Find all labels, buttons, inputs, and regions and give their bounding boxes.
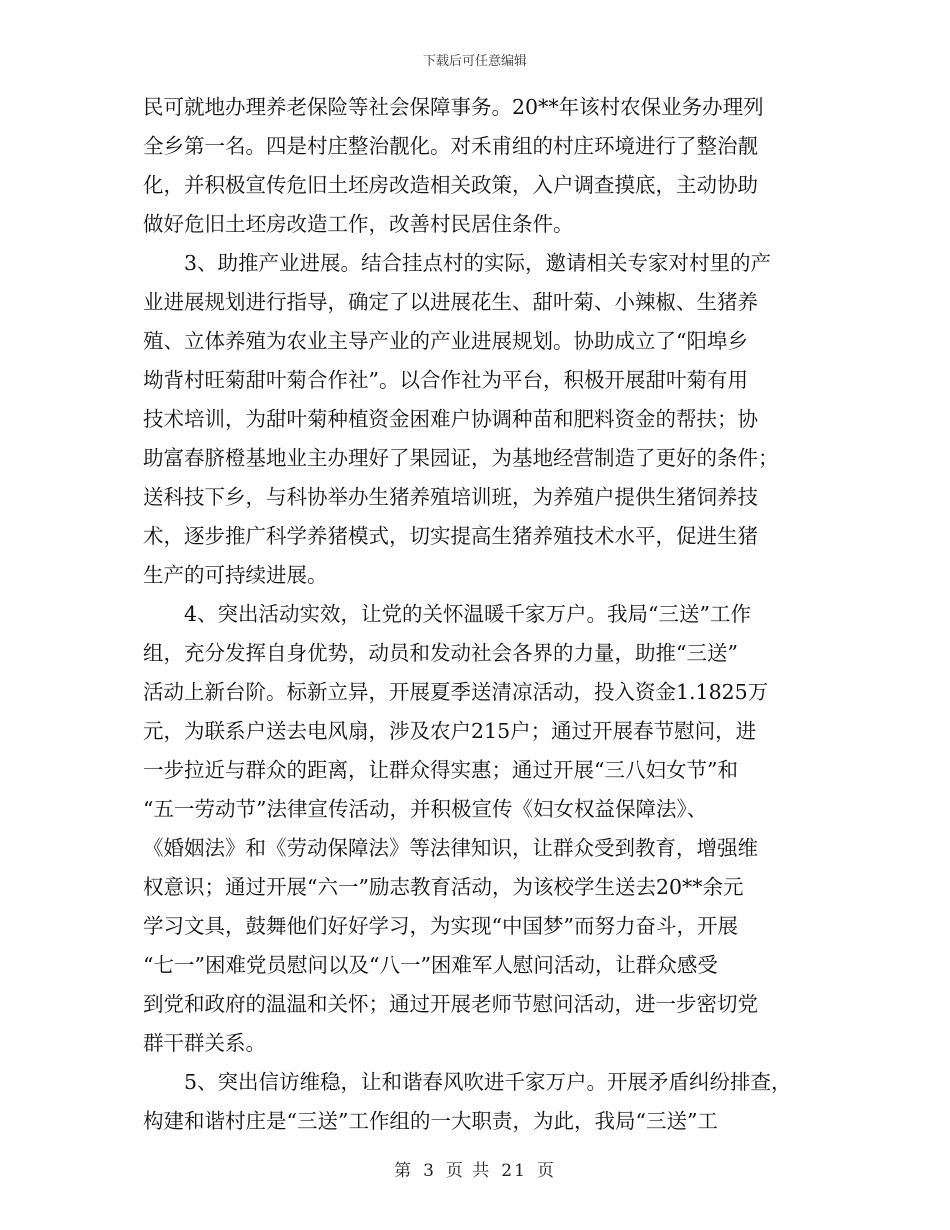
- text-line: 全乡第一名。四是村庄整治靓化。对禾甫组的村庄环境进行了整治靓: [143, 134, 758, 158]
- text-line: 助富春脐橙基地业主办理好了果园证，为基地经营制造了更好的条件；: [143, 446, 779, 470]
- paragraph-start-line: 3、助推产业进展。结合挂点村的实际，邀请相关专家对村里的产: [184, 251, 772, 275]
- text-line: 做好危旧土坯房改造工作，改善村民居住条件。: [143, 212, 574, 236]
- text-line: 化，并积极宣传危旧土坯房改造相关政策，入户调查摸底，主动协助: [143, 173, 758, 197]
- page-footer: [0, 1156, 950, 1181]
- text-line: 生产的可持续进展。: [143, 563, 328, 587]
- text-line: 活动上新台阶。标新立异，开展夏季送清凉活动，投入资金1.1825万: [143, 680, 769, 704]
- page-label-post: 页: [536, 1161, 556, 1181]
- text-line: 业进展规划进行指导，确定了以进展花生、甜叶菊、小辣椒、生猪养: [143, 290, 758, 314]
- page-number-current: 3: [423, 1161, 436, 1181]
- text-line: “五一劳动节”法律宣传活动，并积极宣传《妇女权益保障法》、: [143, 797, 708, 821]
- text-line: 组，充分发挥自身优势，动员和发动社会各界的力量，助推“三送”: [143, 641, 738, 665]
- text-line: 构建和谐村庄是“三送”工作组的一大职责，为此，我局“三送”工: [143, 1109, 718, 1133]
- text-line: 到党和政府的温温和关怀；通过开展老师节慰问活动，进一步密切党: [143, 992, 758, 1016]
- text-line: 群干群关系。: [143, 1031, 266, 1055]
- text-line: 学习文具，鼓舞他们好好学习，为实现“中国梦”而努力奋斗，开展: [143, 914, 738, 938]
- text-line: 坳背村旺菊甜叶菊合作社”。以合作社为平台，积极开展甜叶菊有用: [143, 368, 748, 392]
- page-label-mid: 页 共: [445, 1161, 492, 1181]
- text-line: 送科技下乡，与科协举办生猪养殖培训班，为养殖户提供生猪饲养技: [143, 485, 758, 509]
- text-line: 元，为联系户送去电风扇，涉及农户215户；通过开展春节慰问，进: [143, 719, 757, 743]
- text-line: 民可就地办理养老保险等社会保障事务。20**年该村农保业务办理列: [143, 95, 764, 119]
- page-number-total: 21: [501, 1161, 527, 1181]
- text-line: 权意识；通过开展“六一”励志教育活动，为该校学生送去20**余元: [143, 875, 744, 899]
- paragraph-start-line: 4、突出活动实效，让党的关怀温暖千家万户。我局“三送”工作: [184, 602, 752, 626]
- page-header: 下载后可任意编辑: [422, 54, 527, 69]
- text-line: 技术培训，为甜叶菊种植资金困难户协调种苗和肥料资金的帮扶；协: [143, 407, 758, 431]
- text-line: 《婚姻法》和《劳动保障法》等法律知识，让群众受到教育，增强维: [143, 836, 758, 860]
- document-body: [143, 88, 828, 1141]
- text-line: 殖、立体养殖为农业主导产业的产业进展规划。协助成立了“阳埠乡: [143, 329, 748, 353]
- page-label-pre: 第: [394, 1161, 414, 1181]
- text-line: 一步拉近与群众的距离，让群众得实惠；通过开展“三八妇女节”和: [143, 758, 738, 782]
- text-line: “七一”困难党员慰问以及“八一”困难军人慰问活动，让群众感受: [143, 953, 718, 977]
- text-line: 术，逐步推广科学养猪模式，切实提高生猪养殖技术水平，促进生猪: [143, 524, 758, 548]
- paragraph-start-line: 5、突出信访维稳，让和谐春风吹进千家万户。开展矛盾纠纷排查，: [184, 1070, 792, 1094]
